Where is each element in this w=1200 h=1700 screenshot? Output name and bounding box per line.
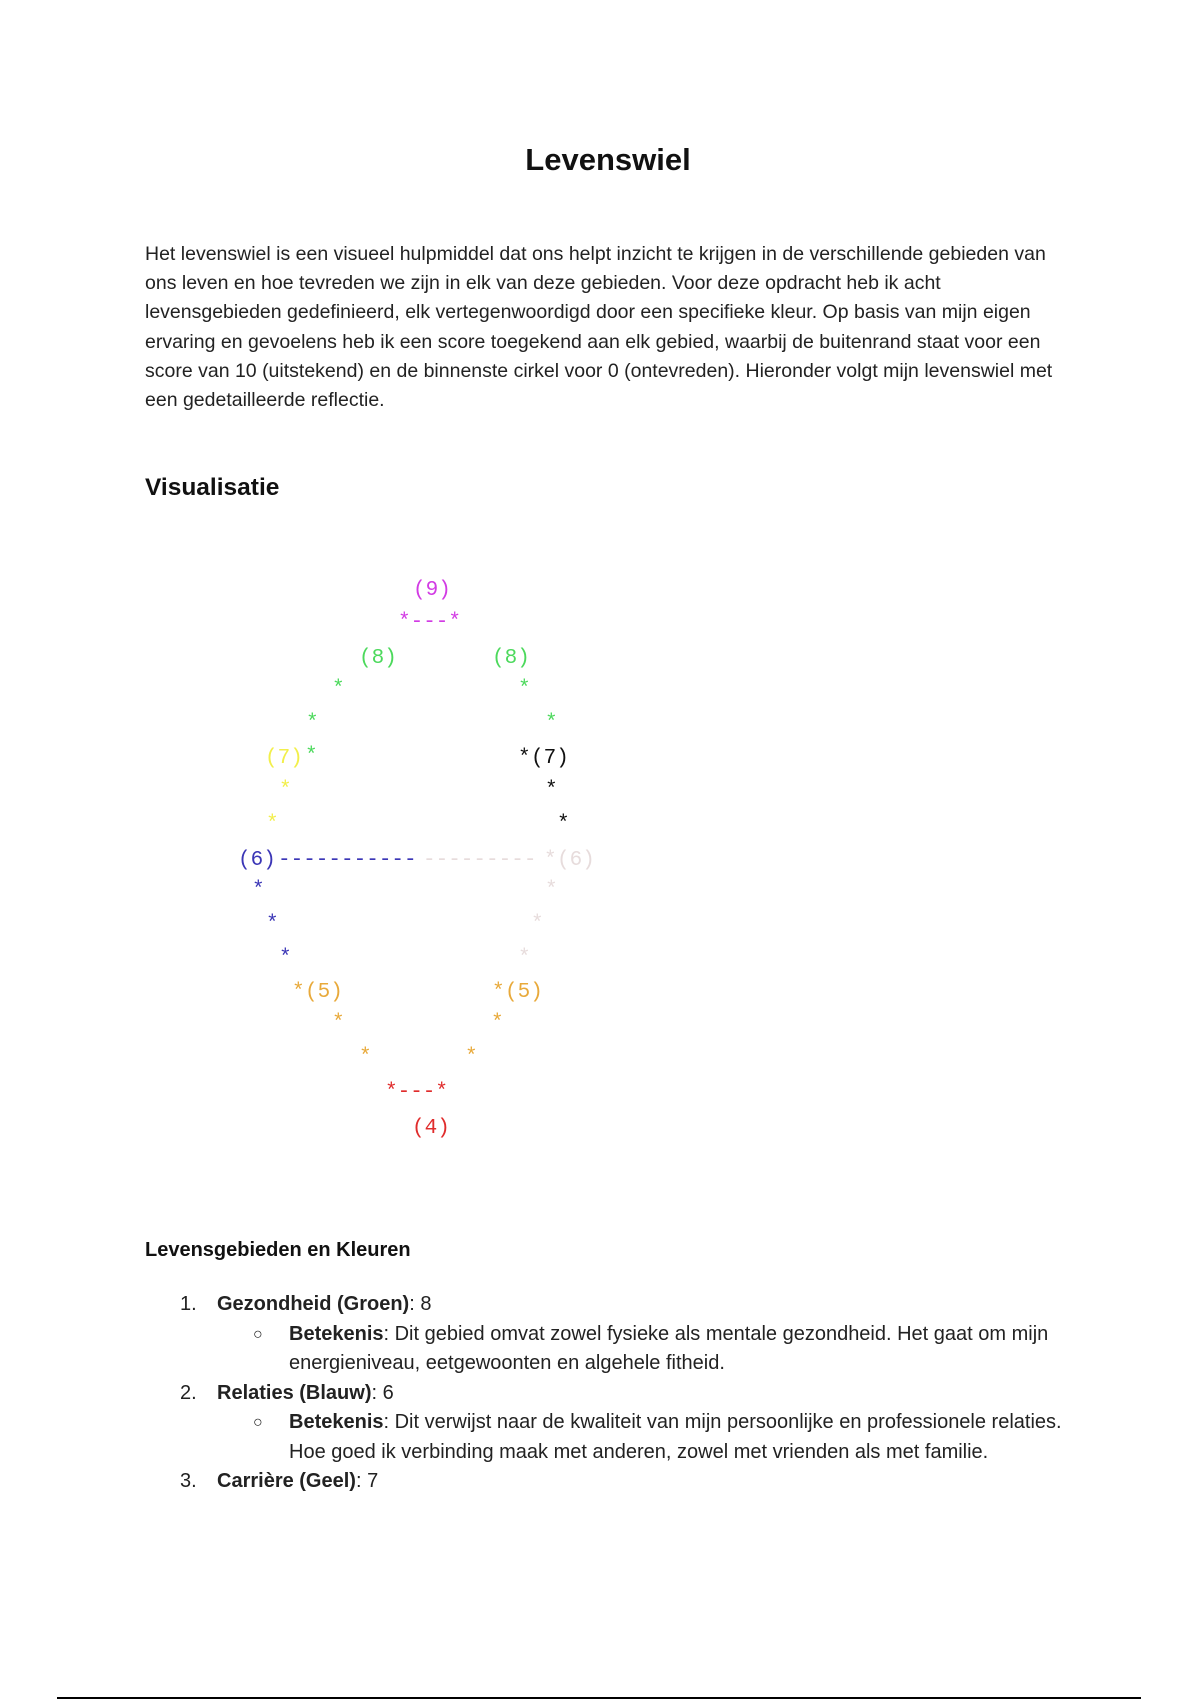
- wheel-star: *: [305, 745, 318, 768]
- wheel-star: *: [492, 981, 505, 1004]
- area-number: 2.: [180, 1381, 197, 1404]
- wheel-score-mid-right: (7): [531, 747, 569, 770]
- wheel-dash-left: -----------: [278, 849, 417, 872]
- wheel-score-mid-left: (7): [265, 747, 303, 770]
- area-score: : 8: [409, 1293, 432, 1315]
- area-name: Carrière (Geel): [217, 1470, 356, 1492]
- wheel-score-lower-left: (5): [305, 981, 343, 1004]
- meaning-text: : Dit gebied omvat zowel fysieke als mentale gezondheid. Het gaat om mijn energieniveau, eetgewoonten en algehele fitheid.: [289, 1322, 1049, 1374]
- wheel-score-center-left: (6): [238, 849, 276, 872]
- wheel-star: *: [359, 1046, 372, 1069]
- wheel-star: *: [266, 913, 279, 936]
- wheel-star: *: [545, 712, 558, 735]
- wheel-score-center-right: (6): [557, 849, 595, 872]
- wheel-star: *: [266, 813, 279, 836]
- wheel-score-bottom: (4): [412, 1117, 450, 1140]
- area-score: : 7: [355, 1470, 379, 1492]
- intro-paragraph: Het levenswiel is een visueel hulpmiddel dat ons helpt inzicht te krijgen in de verschillende gebieden van ons leven en hoe tevreden we zijn in elk van deze gebieden. Voor deze opdracht heb ik acht levensgebieden gedefinieerd, elk vertegenwoordigd door een specifieke kleur. Op basis van mijn eigen ervaring en gevoelens heb ik een score toegekend aan elk gebied, waarbij de buitenrand staat voor een score van 10 (uitstekend) en de binnenste cirkel voor 0 (ontevreden). Hieronder volgt mijn levenswiel met een gedetailleerde reflectie.: [145, 243, 1053, 412]
- areas-list: [145, 1290, 1065, 1497]
- area-item: [145, 1379, 1065, 1468]
- area-item: [145, 1467, 1065, 1497]
- wheel-dash-right: ---------: [423, 849, 537, 872]
- wheel-star: *: [545, 779, 558, 802]
- area-item: [145, 1290, 1065, 1379]
- hollow-bullet-icon: ○: [253, 1414, 263, 1431]
- area-score: : 6: [371, 1381, 394, 1404]
- meaning-item: [217, 1320, 1065, 1379]
- area-name: Relaties (Blauw): [217, 1381, 372, 1404]
- meaning-list: [217, 1408, 1065, 1467]
- hollow-bullet-icon: ○: [253, 1325, 263, 1343]
- wheel-star: *: [306, 712, 319, 735]
- wheel-star: *: [332, 678, 345, 701]
- visualisatie-heading: Visualisatie: [145, 474, 280, 501]
- wheel-star: *: [557, 813, 570, 836]
- wheel-star: *: [465, 1046, 478, 1069]
- wheel-star: *: [518, 678, 531, 701]
- wheel-edge-top: *---*: [398, 611, 462, 634]
- wheel-star: *: [279, 947, 292, 970]
- wheel-star: *: [279, 779, 292, 802]
- life-wheel-diagram: [0, 580, 1200, 1160]
- wheel-score-lower-right: (5): [505, 981, 543, 1004]
- wheel-star: *: [544, 849, 557, 872]
- page-title: Levenswiel: [525, 142, 691, 177]
- meaning-label: Betekenis: [289, 1322, 384, 1345]
- wheel-star: *: [518, 747, 531, 770]
- wheel-star: *: [545, 879, 558, 902]
- bottom-divider: [57, 1697, 1141, 1699]
- meaning-item: [217, 1408, 1065, 1467]
- area-number: 3.: [180, 1470, 197, 1492]
- wheel-star: *: [292, 981, 305, 1004]
- wheel-star: *: [531, 913, 544, 936]
- wheel-edge-bottom: *---*: [385, 1081, 449, 1104]
- wheel-score-upper-left: (8): [359, 647, 397, 670]
- wheel-score-health-top: (9): [413, 579, 451, 602]
- area-name: Gezondheid (Groen): [217, 1293, 410, 1315]
- meaning-text: : Dit verwijst naar de kwaliteit van mijn persoonlijke en professionele relaties. Hoe goed ik verbinding maak met anderen, zowel met vrienden als met familie.: [289, 1411, 1062, 1463]
- wheel-star: *: [491, 1012, 504, 1035]
- wheel-star: *: [252, 879, 265, 902]
- wheel-star: *: [518, 947, 531, 970]
- meaning-label: Betekenis: [289, 1411, 384, 1433]
- meaning-list: [217, 1320, 1065, 1379]
- wheel-score-upper-right: (8): [492, 647, 530, 670]
- wheel-star: *: [332, 1012, 345, 1035]
- area-number: 1.: [180, 1293, 197, 1315]
- areas-heading: Levensgebieden en Kleuren: [145, 1239, 411, 1261]
